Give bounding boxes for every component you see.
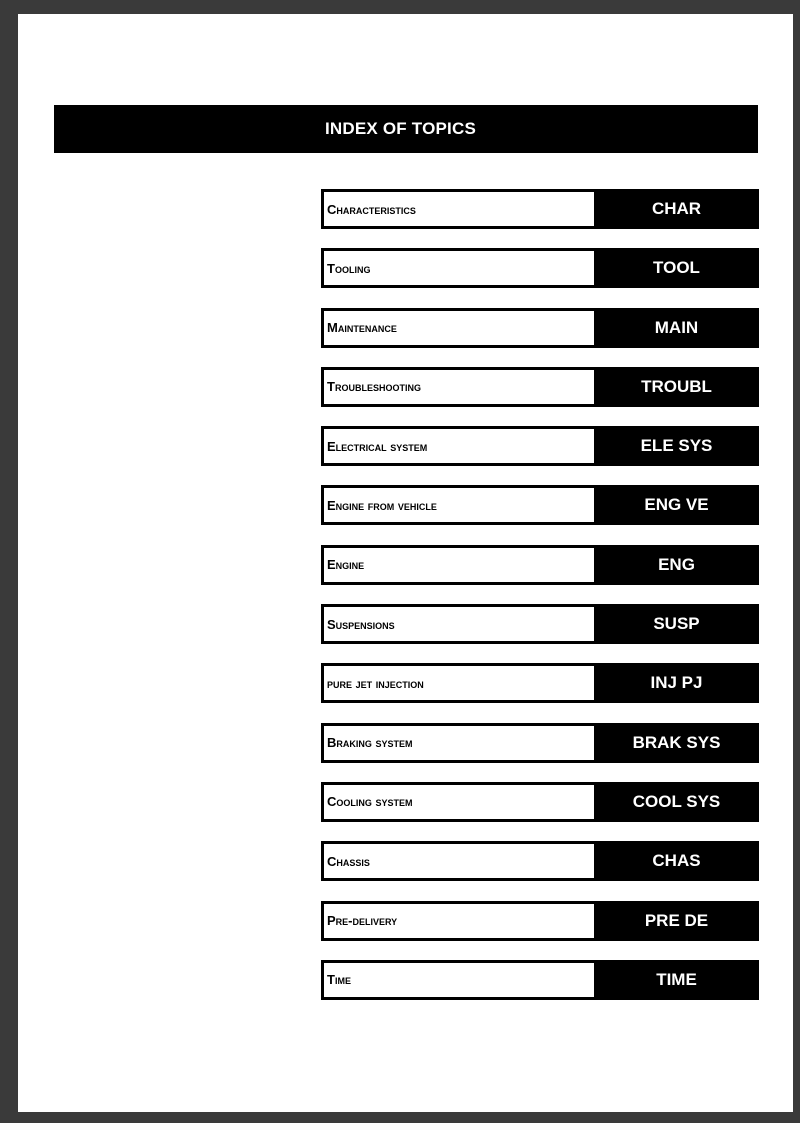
topic-name: Maintenance [321, 308, 594, 348]
topic-name: Cooling system [321, 782, 594, 822]
topic-name: pure jet injection [321, 663, 594, 703]
topic-name: Characteristics [321, 189, 594, 229]
topic-code: ELE SYS [594, 426, 759, 466]
topic-name: Suspensions [321, 604, 594, 644]
topic-row-chassis[interactable] [321, 841, 759, 881]
topic-row-tooling[interactable] [321, 248, 759, 288]
topic-code: MAIN [594, 308, 759, 348]
topic-row-characteristics[interactable] [321, 189, 759, 229]
topic-name: Engine from vehicle [321, 485, 594, 525]
topic-row-suspensions[interactable] [321, 604, 759, 644]
topic-code: TROUBL [594, 367, 759, 407]
document-page [18, 14, 793, 1112]
topic-code: PRE DE [594, 901, 759, 941]
topic-code: CHAR [594, 189, 759, 229]
topic-row-pure-jet-injection[interactable] [321, 663, 759, 703]
topic-row-braking-system[interactable] [321, 723, 759, 763]
topic-code: ENG [594, 545, 759, 585]
topic-name: Engine [321, 545, 594, 585]
topic-code: SUSP [594, 604, 759, 644]
topic-row-troubleshooting[interactable] [321, 367, 759, 407]
topic-row-time[interactable] [321, 960, 759, 1000]
topic-code: INJ PJ [594, 663, 759, 703]
topic-name: Chassis [321, 841, 594, 881]
topic-name: Electrical system [321, 426, 594, 466]
topic-code: ENG VE [594, 485, 759, 525]
index-title: INDEX OF TOPICS [325, 119, 476, 138]
topic-name: Tooling [321, 248, 594, 288]
topic-name: Troubleshooting [321, 367, 594, 407]
index-header [54, 105, 758, 153]
topic-code: COOL SYS [594, 782, 759, 822]
topic-row-maintenance[interactable] [321, 308, 759, 348]
topic-code: TOOL [594, 248, 759, 288]
topic-list [321, 189, 759, 1019]
topic-row-cooling-system[interactable] [321, 782, 759, 822]
topic-row-engine[interactable] [321, 545, 759, 585]
topic-code: BRAK SYS [594, 723, 759, 763]
topic-code: CHAS [594, 841, 759, 881]
topic-name: Braking system [321, 723, 594, 763]
topic-row-electrical-system[interactable] [321, 426, 759, 466]
topic-code: TIME [594, 960, 759, 1000]
topic-name: Time [321, 960, 594, 1000]
topic-row-pre-delivery[interactable] [321, 901, 759, 941]
topic-row-engine-from-vehicle[interactable] [321, 485, 759, 525]
topic-name: Pre-delivery [321, 901, 594, 941]
